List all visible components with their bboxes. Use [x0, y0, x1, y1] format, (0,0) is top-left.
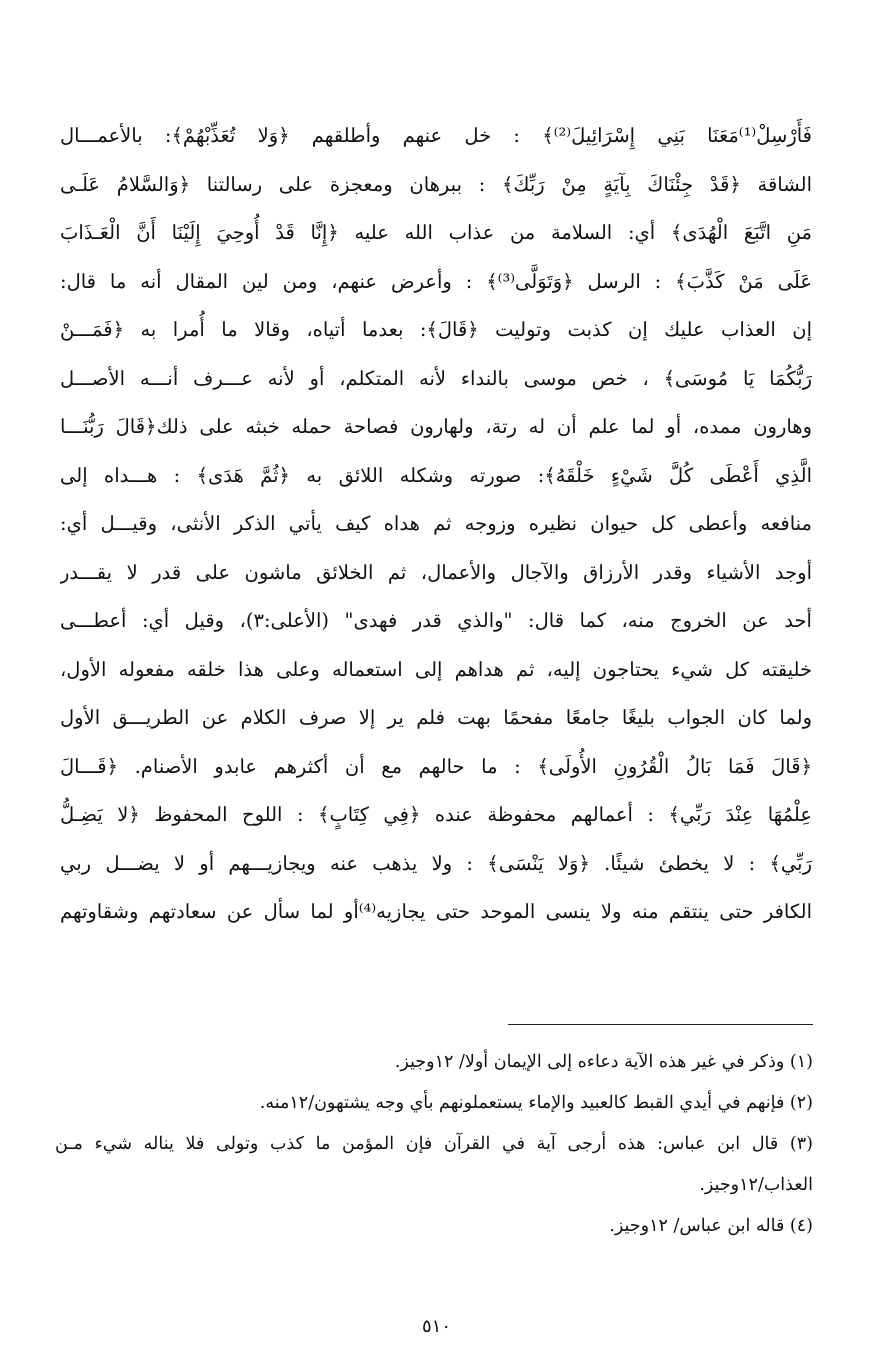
- footnote-3: (٣) قال ابن عباس: هذه أرجى آية في القرآن فإن المؤمن ما كذب وتولى فلا يناله شيء مـن: [55, 1134, 813, 1154]
- main-text-body: [60, 112, 812, 937]
- footnote-separator: [508, 1024, 813, 1025]
- text-line: الشاقة ﴿قَدْ جِئْنَاكَ بِآيَةٍ مِنْ رَبِّكَ﴾ : ببرهان ومعجزة على رسالتنا ﴿وَالسَّلامُ عَلَـى: [60, 172, 812, 196]
- text-line: عِلْمُهَا عِنْدَ رَبِّي﴾ : أعمالهم محفوظة عنده ﴿فِي كِتَابٍ﴾ : اللوح المحفوظ ﴿لا يَضِـلُّ: [60, 803, 812, 826]
- text-line: أوجد الأشياء وقدر الأرزاق والآجال والأعمال، ثم الخلائق ماشون على قدر لا يقـــدر: [60, 560, 812, 584]
- footnote-2: (٢) فإنهم في أيدي القبط كالعبيد والإماء يستعملونهم بأي وجه يشتهون/١٢منه.: [259, 1093, 813, 1113]
- text-line: ﴿قَالَ فَمَا بَالُ الْقُرُونِ الأُولَى﴾ : ما حالهم مع أن أكثرهم عابدو الأصنام. ﴿قَـــالَ: [60, 754, 812, 778]
- text-line: منافعه وأعطى كل حيوان نظيره وزوجه ثم هداه كيف يأتي الذكر الأنثى، وقيـــل أي:: [60, 512, 812, 535]
- footnote-4: (٤) قاله ابن عباس/ ١٢وجيز.: [609, 1216, 813, 1236]
- text-line: مَنِ اتَّبَعَ الْهُدَى﴾ أي: السلامة من عذاب الله عليه ﴿إِنَّا قَدْ أُوحِيَ إِلَيْنَا أَنَّ الْعَـذَابَ: [60, 221, 812, 244]
- footnotes: [55, 1042, 813, 1247]
- footnote-1: (١) وذكر في غير هذه الآية دعاءه إلى الإيمان أولا/ ١٢وجيز.: [394, 1052, 813, 1072]
- text-line: رَبُّكُمَا يَا مُوسَى﴾ ، خص موسى بالنداء لأنه المتكلم، أو لأنه عـــرف أنـــه الأصـــل: [60, 366, 812, 390]
- text-line: خليقته كل شيء يحتاجون إليه، ثم هداهم إلى استعماله وعلى هذا خلقه مفعوله الأول،: [60, 657, 812, 681]
- text-line: إن العذاب عليك إن كذبت وتوليت ﴿قَالَ﴾: بعدما أتياه، وقالا ما أُمرا به ﴿فَمَـــنْ: [60, 318, 812, 341]
- text-line: الكافر حتى ينتقم منه ولا ينسى الموحد حتى يجازيه⁽⁴⁾أو لما سأل عن سعادتهم وشقاوتهم: [60, 900, 812, 923]
- footnote-3-continued: العذاب/١٢وجيز.: [699, 1175, 813, 1195]
- text-line: أحد عن الخروج منه، كما قال: "والذي قدر فهدى" (الأعلى:٣)، وقيل أي: أعطـــى: [60, 609, 812, 632]
- text-line: الَّذِي أَعْطَى كُلَّ شَيْءٍ خَلْقَهُ﴾: صورته وشكله اللائق به ﴿ثُمَّ هَدَى﴾ : هـــداه إلى: [60, 463, 812, 487]
- text-line: ولما كان الجواب بليغًا جامعًا مفحمًا بهت فلم ير إلا صرف الكلام عن الطريـــق الأول: [60, 706, 812, 729]
- text-line: وهارون ممده، أو لما علم أن له رتة، ولهارون فصاحة حمله خبثه على ذلك﴿قَالَ رَبُّنَـــا: [60, 415, 812, 438]
- text-line: عَلَى مَنْ كَذَّبَ﴾ : الرسل ﴿وَتَوَلَّى⁽³⁾﴾ : وأعرض عنهم، ومن لين المقال أنه ما قال:: [60, 269, 812, 293]
- text-line: رَبِّي﴾ : لا يخطئ شيئًا. ﴿وَلا يَنْسَى﴾ : ولا يذهب عنه ويجازيـــهم أو لا يضـــل ربي: [60, 851, 812, 875]
- text-line: فَأَرْسِلْ⁽¹⁾مَعَنَا بَنِي إِسْرَائِيلَ⁽²⁾﴾ : خل عنهم وأطلقهم ﴿وَلا تُعَذِّبْهُمْ﴾: بالأعمـــال: [60, 124, 812, 147]
- page-number: ٥١٠: [421, 1316, 451, 1337]
